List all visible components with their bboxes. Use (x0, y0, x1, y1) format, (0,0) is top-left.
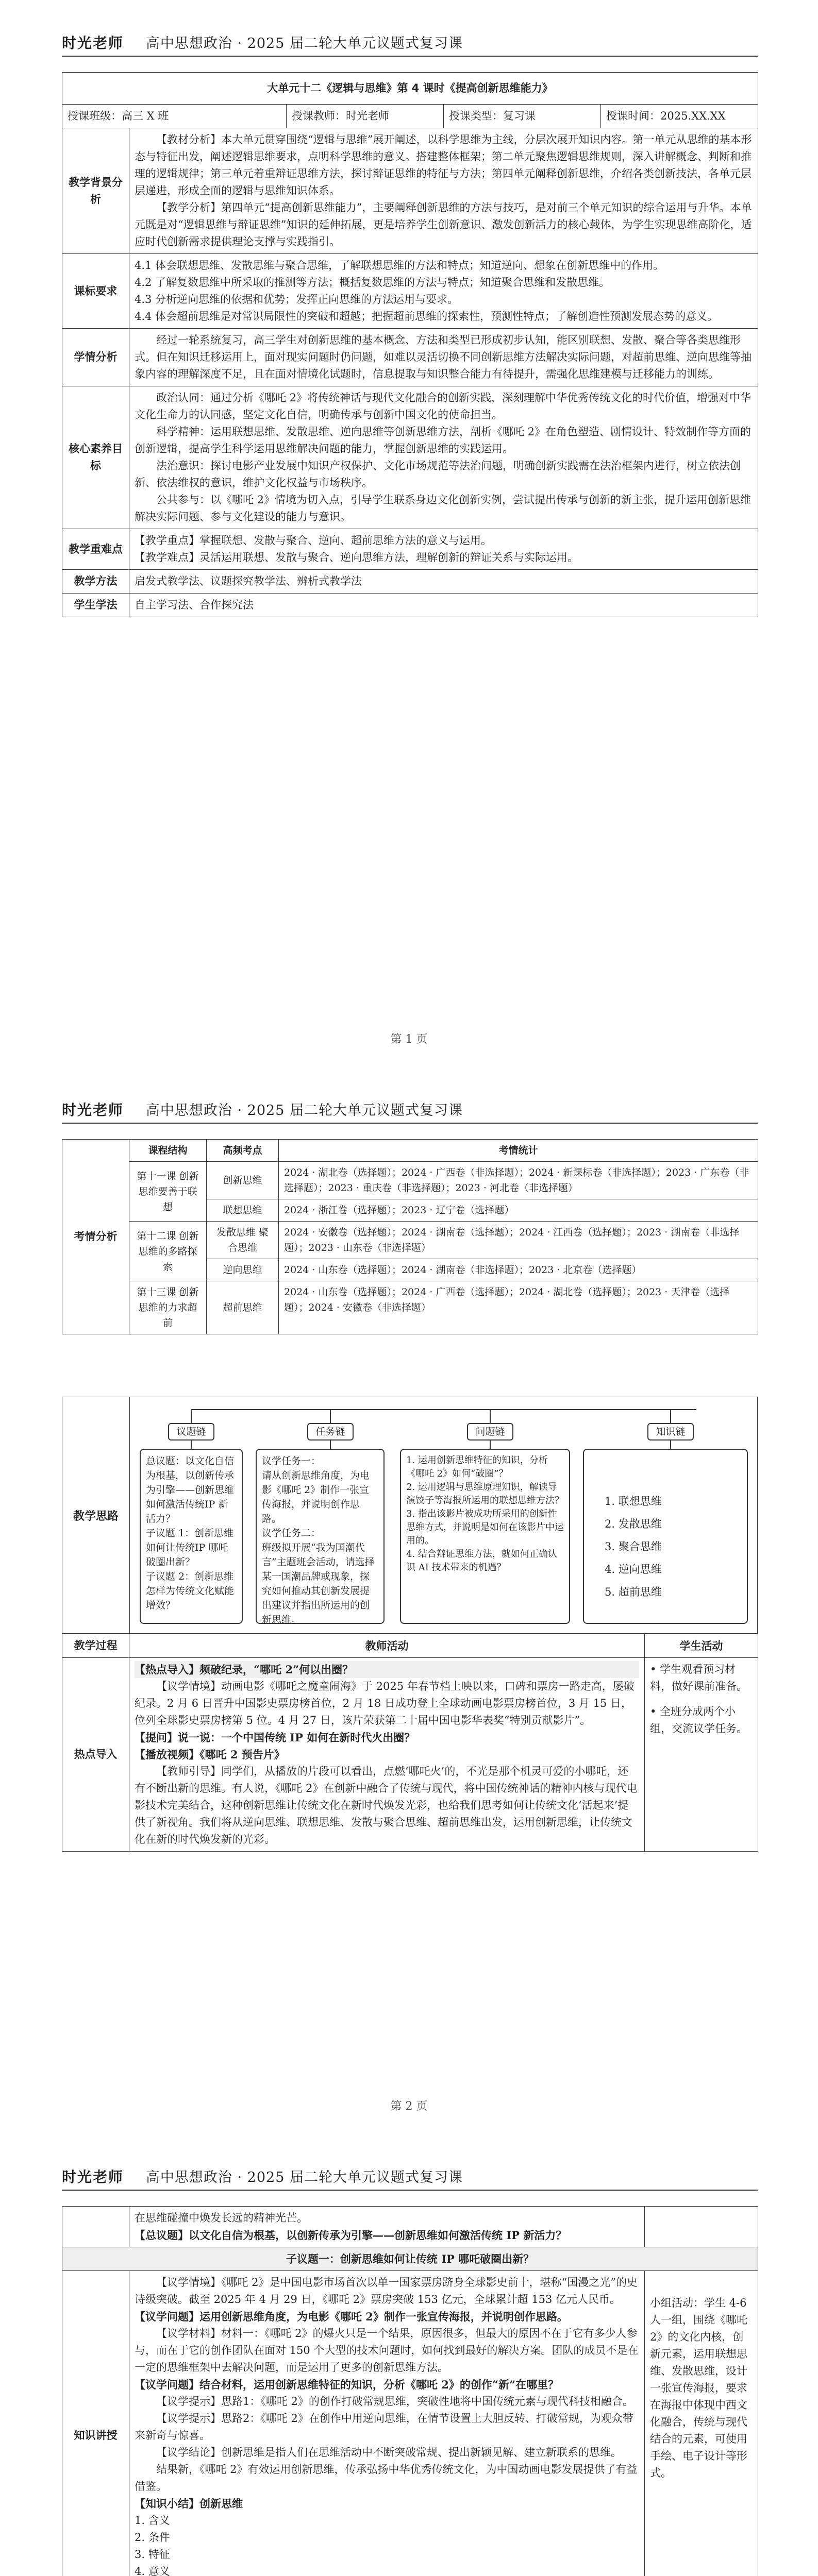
exam-label: 考情分析 (62, 1140, 129, 1334)
row-label-background: 教学背景分析 (62, 128, 129, 254)
teacher-name: 时光老师 (62, 2168, 124, 2185)
student-step: • 学生观看预习材料，做好课前准备。 (650, 1663, 747, 1692)
page-header (62, 2166, 758, 2191)
row-label-literacy: 核心素养目标 (62, 386, 129, 529)
exam-point: 发散思维 聚合思维 (207, 1222, 279, 1259)
standard-item: 4.1 体会联想思维、发散思维与聚合思维，了解联想思维的方法和特点；知道逆向、想象在创新思维中的作用。 (135, 259, 664, 272)
header-rule (62, 2190, 758, 2191)
exam-course: 第十二课 创新思维的多路探索 (129, 1222, 207, 1281)
intro-student-activity (645, 1658, 758, 1852)
lecture-label: 知识讲授 (62, 2271, 129, 2576)
exam-header-stats: 考情统计 (279, 1140, 758, 1162)
page-1 (0, 0, 818, 1067)
knowledge-item: 4. 逆向思维 (605, 1563, 662, 1575)
exam-stats: 2024 · 湖北卷（选择题）；2024 · 广西卷（非选择题）；2024 · 新课标卷（非选择题）；2023 · 广东卷（非选择题）；2023 · 重庆卷（非选择题）；2023 · 河北卷（非选择题） (279, 1162, 758, 1199)
exam-analysis-table (62, 1139, 758, 1334)
block-para: 【议学问题】结合材料，运用创新思维特征的知识，分析《哪吒 2》的创作“新”在哪里？ (135, 2378, 559, 2391)
question-chain-box: 1. 运用创新思维特征的知识，分析《哪吒 2》如何“破圈”？ 2. 运用逻辑与思维原理知识，解读导演饺子等海报所运用的联想思维方法？ 3. 指出该影片被成功所采用的创新性思维方式，并说明是如何在该影片中运用的。 4. 结合辩证思维方法，就如何正确认识 AI 技术带来的机遇？ (400, 1449, 570, 1624)
lesson-plan-table (62, 72, 758, 617)
header-rule (62, 56, 758, 57)
exam-point: 逆向思维 (207, 1259, 279, 1281)
knowledge-chain-tag: 知识链 (647, 1423, 694, 1440)
textbook-analysis: 【教材分析】本大单元贯穿围绕“逻辑与思维”展开阐述，以科学思维为主线，分层次展开知识内容。第一单元从思维的基本形态与特征出发，阐述逻辑思维要求，点明科学思维的意义。搭建整体框架；第二单元聚焦逻辑思维规则，深入讲解概念、判断和推理的逻辑规律；第三单元着重辩证思维方法，探讨辩证思维的特征与方法；第四单元阐释创新思维，介绍各类创新技法，各单元层层递进，形成全面的逻辑与思维知识体系。 (135, 133, 752, 197)
header-subtitle: 高中思想政治 · 2025 届二轮大单元议题式复习课 (145, 36, 463, 52)
row-label-methods: 教学方法 (62, 570, 129, 594)
summary-item: 3. 特征 (135, 2548, 170, 2561)
knowledge-item: 3. 聚合思维 (605, 1540, 662, 1553)
empty-label-cell (62, 2207, 129, 2247)
summary-item: 4. 意义 (135, 2565, 170, 2576)
intro-label: 热点导入 (62, 1658, 129, 1852)
intro-teacher-activity (129, 1658, 645, 1852)
info-time: 授课时间：2025.XX.XX (601, 105, 758, 128)
student-analysis-text: 经过一轮系统复习，高三学生对创新思维的基本概念、方法和类型已形成初步认知，能区别联想、发散、聚合等各类思维形式。但在知识迁移运用上，面对现实问题时仍问题，如难以灵活切换不同创新思维方法解决实际问题，对超前思维、逆向思维等抽象内容的理解深度不足，且在面对情境化试题时，信息提取与知识整合能力有待提升，需强化思维建模与迁移能力的训练。 (135, 334, 752, 380)
page-3 (0, 2134, 818, 2576)
teaching-process-table-cont (62, 2206, 758, 2576)
exam-stats: 2024 · 山东卷（选择题）；2024 · 广西卷（选择题）；2024 · 湖北卷（选择题）；2023 · 天津卷（选择题）；2024 · 安徽卷（非选择题） (279, 1281, 758, 1334)
goal-science: 科学精神：运用联想思维、发散思维、逆向思维等创新思维方法，剖析《哪吒 2》在角色塑造、剧情设计、特效制作等方面的创新逻辑，提高学生科学运用思维解决问题的能力，掌握创新思维的实践运用。 (135, 426, 752, 455)
teacher-name: 时光老师 (62, 1101, 124, 1118)
student-activity-1 (645, 2271, 758, 2576)
student-step: • 全班分成两个小组，交流议学任务。 (650, 1705, 747, 1735)
exam-point: 超前思维 (207, 1281, 279, 1334)
lecture-block-1 (129, 2271, 645, 2576)
teaching-analysis: 【教学分析】第四单元“提高创新思维能力”，主要阐释创新思维的方法与技巧，是对前三个单元知识的综合运用与升华。本单元既是对“逻辑思维与辩证思维”知识的延伸拓展，更是培养学生创新意识、激发创新活力的核心载体，为学生实现思维高阶化，适应时代创新需求提供理论支撑与实践指引。 (135, 201, 752, 248)
key-points (129, 529, 758, 570)
block-para: 【知识小结】创新思维 (135, 2497, 243, 2510)
question-chain-tag: 问题链 (467, 1423, 513, 1440)
teaching-design-panel (62, 1397, 758, 1634)
standard-item: 4.2 了解复数思维中所采取的推测等方法；概括复数思维的方法与特点；知道聚合思维和发散思维。 (135, 276, 610, 289)
learning-methods: 自主学习法、合作探究法 (129, 594, 758, 617)
exam-point: 创新思维 (207, 1162, 279, 1199)
summary-item: 2. 条件 (135, 2531, 170, 2544)
standard-item: 4.3 分析逆向思维的依据和优势；发挥正向思维的方法运用与要求。 (135, 293, 459, 306)
page-number: 第 2 页 (390, 2100, 428, 2113)
video-text: 【播放视频】《哪吒 2 预告片》 (135, 1748, 285, 1761)
key-point: 【教学重点】掌握联想、发散与聚合、逆向、超前思维方法的意义与运用。 (135, 534, 492, 547)
exam-stats: 2024 · 安徽卷（选择题）；2024 · 湖南卷（选择题）；2024 · 江西卷（选择题）；2023 · 湖南卷（非选择题）；2023 · 山东卷（非选择题） (279, 1222, 758, 1259)
design-label: 教学思路 (62, 1397, 130, 1633)
block-para: 【议学材料】材料一：《哪吒 2》的爆火只是一个结果，原因很多，但最大的原因不在于它有多少人参与，而在于它的创作团队在面对 150 个大型的技术问题时，如何找到最好的解决方案。团队的成员不是在一定的思维框架中去解决问题，而是运用了更多的创新思维方法。 (135, 2327, 639, 2374)
continued-text: 在思维碰撞中焕发长远的精神光芒。 (135, 2212, 308, 2224)
main-topic: 【总议题】以文化自信为根基，以创新传承为引擎——创新思维如何激活传统 IP 新活力？ (135, 2229, 567, 2242)
page-2 (0, 1067, 818, 2134)
block-para: 结果新，《哪吒 2》有效运用创新思维，传承弘扬中华优秀传统文化，为中国动画电影发展提供了有益借鉴。 (135, 2463, 638, 2493)
row-label-learning: 学生学法 (62, 594, 129, 617)
teaching-methods: 启发式教学法、议题探究教学法、辨析式教学法 (129, 570, 758, 594)
difficult-point: 【教学难点】灵活运用联想、发散与聚合、逆向思维方法，理解创新的辩证关系与实际运用。 (135, 551, 578, 564)
goal-law: 法治意识：探讨电影产业发展中知识产权保护、文化市场规范等法治问题，明确创新实践需在法治框架内进行，树立依法创新、依法维权的意识，维护文化权益与市场秩序。 (135, 460, 741, 489)
topic-chain-tag: 议题链 (168, 1423, 214, 1440)
goal-participation: 公共参与：以《哪吒 2》情境为切入点，引导学生联系身边文化创新实例，尝试提出传承与创新的新主张，提升运用创新思维解决实际问题、参与文化建设的能力与意识。 (135, 494, 752, 523)
exam-stats: 2024 · 浙江卷（选择题）；2023 · 辽宁卷（选择题） (279, 1199, 758, 1222)
header-subtitle: 高中思想政治 · 2025 届二轮大单元议题式复习课 (145, 2170, 463, 2185)
summary-item: 1. 含义 (135, 2514, 170, 2527)
info-teacher: 授课教师：时光老师 (287, 105, 444, 128)
block-para: 【议学问题】运用创新思维角度，为电影《哪吒 2》制作一张宣传海报，并说明创作思路。 (135, 2310, 568, 2323)
student-group-activity: 小组活动：学生 4-6 人一组，围绕《哪吒 2》的文化内核，创新元素，运用联想思维、发散思维，设计一张宣传海报，要求在海报中体现中西文化融合，传统与现代结合的元素，可使用手绘、电子设计等形式。 (650, 2297, 747, 2479)
row-label-keypoints: 教学重难点 (62, 529, 129, 570)
row-label-students: 学情分析 (62, 329, 129, 386)
header-rule (62, 1123, 758, 1124)
literacy-goals (129, 386, 758, 529)
curriculum-standards (129, 254, 758, 329)
block-para: 【议学结论】创新思维是指人们在思维活动中不断突破常规、提出新颖见解、建立新联系的思维。 (156, 2446, 622, 2459)
student-activity-header: 学生活动 (645, 1634, 758, 1658)
page-number: 第 1 页 (390, 1033, 428, 1046)
standard-item: 4.4 体会超前思维是对常识局限性的突破和超越；把握超前思维的探索性，预测性特点；了解创造性预测发展态势的意义。 (135, 310, 719, 323)
topic-chain-box: 总议题：以文化自信为根基，以创新传承为引擎——创新思维如何激活传统IP 新活力？ 子议题 1：创新思维如何让传统IP 哪吒破圈出新？ 子议题 2：创新思维怎样为传统文化赋能增效？ (140, 1449, 243, 1624)
header-subtitle: 高中思想政治 · 2025 届二轮大单元议题式复习课 (145, 1103, 463, 1118)
teacher-name: 时光老师 (62, 35, 124, 52)
context-text: 【议学情境】动画电影《哪吒之魔童闹海》于 2025 年春节档上映以来，口碑和票房一路走高，屡破纪录。2 月 6 日晋升中国影史票房榜首位，2 月 18 日成功登上全球动画电影票房榜首位，3 月 15 日，位列全球影史票房榜第 5 位。4 月 27 日，该片荣获第二十届中国电影华表奖“特别贡献影片”。 (135, 1680, 635, 1726)
knowledge-item: 5. 超前思维 (605, 1586, 662, 1598)
goal-political: 政治认同：通过分析《哪吒 2》将传统神话与现代文化融合的创新实践，深刻理解中华优秀传统文化的时代价值，增强对中华文化生命力的认同感，坚定文化自信，明确传承与创新中国文化的使命担当。 (135, 392, 752, 421)
knowledge-item: 1. 联想思维 (605, 1495, 662, 1507)
lesson-title: 大单元十二《逻辑与思维》第 4 课时《提高创新思维能力》 (62, 73, 758, 105)
hotspot-heading: 【热点导入】频破纪录，“哪吒 2”何以出圈？ (135, 1661, 639, 1678)
teacher-guide-text: 【教师引导】同学们，从播放的片段可以看出，点燃‘哪吒火’的，不光是那个机灵可爱的小哪吒，还有不断出新的思维。有人说，《哪吒 2》在创新中融合了传统与现代，将中国传统神话的精神内核与现代电影技术完美结合，这种创新思维让传统文化在新时代焕发光彩，也给我们思考如何让传统文化‘活起来’提供了新视角。我们将从逆向思维、联想思维、发散与聚合思维、超前思维出发，运用创新思维，让传统文化在新的时代焕发新的光彩。 (135, 1765, 638, 1845)
knowledge-item: 2. 发散思维 (605, 1518, 662, 1530)
info-class: 授课班级：高三 X 班 (62, 105, 287, 128)
block-para: 【议学提示】思路1：《哪吒 2》的创作打破常规思维，突破性地将中国传统元素与现代科技相融合。 (156, 2395, 633, 2408)
teacher-activity-header: 教师活动 (129, 1634, 645, 1658)
exam-header-point: 高频考点 (207, 1140, 279, 1162)
question-text: 【提问】说一说：一个中国传统 IP 如何在新时代火出圈？ (135, 1731, 415, 1744)
task-chain-tag: 任务链 (307, 1423, 354, 1440)
sub-topic-heading: 子议题一：创新思维如何让传统 IP 哪吒破圈出新？ (62, 2247, 758, 2271)
exam-header-course: 课程结构 (129, 1140, 207, 1162)
exam-course: 第十一课 创新思维要善于联想 (129, 1162, 207, 1222)
teaching-process-table (62, 1634, 758, 1852)
task-chain-box: 议学任务一： 请从创新思维角度，为电影《哪吒 2》制作一张宣传海报，并说明创作思路。 议学任务二： 班级拟开展“我为国潮代言”主题班会活动，请选择某一国潮品牌或现象，探究如何推动其创新发展提出建议并指出所运用的创新思维。 (256, 1449, 385, 1624)
knowledge-chain-box (583, 1449, 748, 1624)
block-para: 【议学情境】《哪吒 2》是中国电影市场首次以单一国家票房跻身全球影史前十，堪称“国漫之光”的史诗级突破。截至 2025 年 4 月 29 日，《哪吒 2》票房突破 153 亿元，全球累计超 153 亿元人民币。 (135, 2276, 638, 2306)
page-header (62, 32, 758, 57)
exam-course: 第十三课 创新思维的力求超前 (129, 1281, 207, 1334)
student-analysis (129, 329, 758, 386)
background-analysis (129, 128, 758, 254)
info-type: 授课类型：复习课 (444, 105, 601, 128)
empty-student-cell (645, 2207, 758, 2247)
process-label: 教学过程 (62, 1634, 129, 1658)
exam-point: 联想思维 (207, 1199, 279, 1222)
row-label-standards: 课标要求 (62, 254, 129, 329)
block-para: 【议学提示】思路2：《哪吒 2》在创作中用逆向思维，在情节设置上大胆反转、打破常规，为观众带来新奇与惊喜。 (135, 2412, 633, 2442)
page-header (62, 1099, 758, 1124)
continued-intro (129, 2207, 645, 2247)
exam-stats: 2024 · 山东卷（选择题）；2024 · 湖南卷（非选择题）；2023 · 北京卷（选择题） (279, 1259, 758, 1281)
